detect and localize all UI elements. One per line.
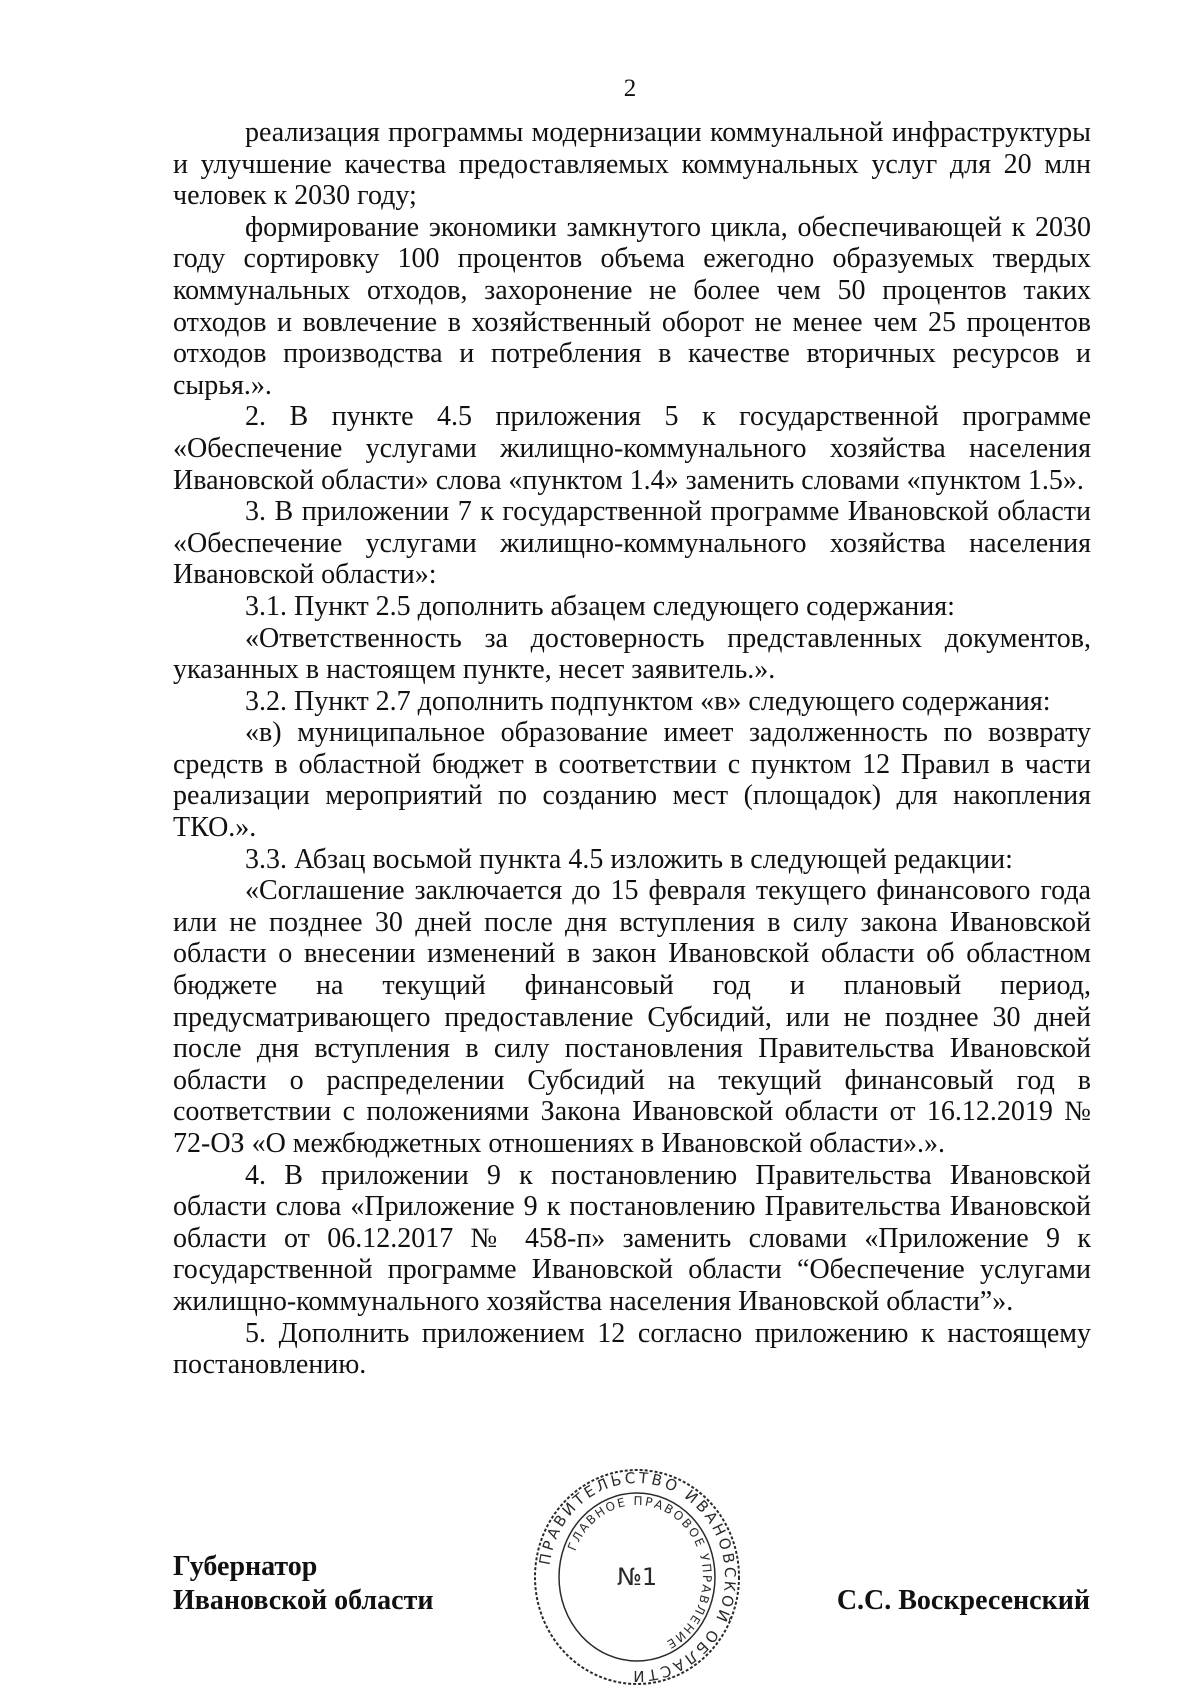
page-number: 2 — [623, 75, 637, 102]
paragraph-3: 2. В пункте 4.5 приложения 5 к государственной программе «Обеспечение услугами жилищно-коммунального хозяйства населения Ивановской области» слова «пунктом 1.4» заменить словами «пунктом 1.5». — [173, 401, 1091, 496]
seal-number: №1 — [616, 1563, 658, 1591]
paragraph-5: 3.1. Пункт 2.5 дополнить абзацем следующего содержания: — [245, 590, 955, 622]
paragraph-8: «в) муниципальное образование имеет задолженность по возврату средств в областной бюджет в соответствии с пунктом 12 Правил в части реализации мероприятий по созданию мест (площадок) для накопления ТКО.». — [173, 717, 1091, 844]
seal-outer-text: ПРАВИТЕЛЬСТВО ИВАНОВСКОЙ ОБЛАСТИ — [535, 1468, 740, 1686]
paragraph-11: 4. В приложении 9 к постановлению Правительства Ивановской области слова «Приложение 9 к постановлению Правительства Ивановской области от 06.12.2017 № 458-п» заменить словами «Приложение 9 к государственной программе Ивановской области “Обеспечение услугами жилищно-коммунального хозяйства населения Ивановской области”». — [173, 1159, 1091, 1317]
paragraph-7: 3.2. Пункт 2.7 дополнить подпунктом «в» следующего содержания: — [245, 685, 1051, 717]
paragraph-9: 3.3. Абзац восьмой пункта 4.5 изложить в следующей редакции: — [245, 843, 1013, 875]
seal-inner-text: ГЛАВНОЕ ПРАВОВОЕ УПРАВЛЕНИЕ — [565, 1493, 715, 1653]
document-body — [173, 117, 1091, 1381]
official-seal — [533, 1468, 741, 1686]
paragraph-12: 5. Дополнить приложением 12 согласно приложению к настоящему постановлению. — [173, 1317, 1091, 1381]
paragraph-1: реализация программы модернизации коммунальной инфраструктуры и улучшение качества предоставляемых коммунальных услуг для 20 млн человек к 2030 году; — [173, 117, 1091, 212]
paragraph-6: «Ответственность за достоверность представленных документов, указанных в настоящем пункте, несет заявитель.». — [173, 622, 1091, 686]
signatory-name: С.С. Воскресенский — [836, 1585, 1090, 1616]
signatory-title-line-2: Ивановской области — [173, 1585, 434, 1616]
paragraph-4: 3. В приложении 7 к государственной программе Ивановской области «Обеспечение услугами жилищно-коммунального хозяйства населения Ивановской области»: — [173, 496, 1091, 591]
paragraph-2: формирование экономики замкнутого цикла, обеспечивающей к 2030 году сортировку 100 процентов объема ежегодно образуемых твердых коммунальных отходов, захоронение не более чем 50 процентов таких отходов и вовлечение в хозяйственный оборот не менее чем 25 процентов отходов производства и потребления в качестве вторичных ресурсов и сырья.». — [173, 211, 1091, 401]
signatory-title — [173, 1550, 473, 1618]
paragraph-10: «Соглашение заключается до 15 февраля текущего финансового года или не позднее 30 дней после дня вступления в силу закона Ивановской области о внесении изменений в закон Ивановской области об областном бюджете на текущий финансовый год и плановый период, предусматривающего предоставление Субсидий, или не позднее 30 дней после дня вступления в силу постановления Правительства Ивановской области о распределении Субсидий на текущий финансовый год в соответствии с положениями Закона Ивановской области от 16.12.2019 № 72-ОЗ «О межбюджетных отношениях в Ивановской области».». — [173, 875, 1091, 1159]
signatory-title-line-1: Губернатор — [173, 1551, 318, 1582]
